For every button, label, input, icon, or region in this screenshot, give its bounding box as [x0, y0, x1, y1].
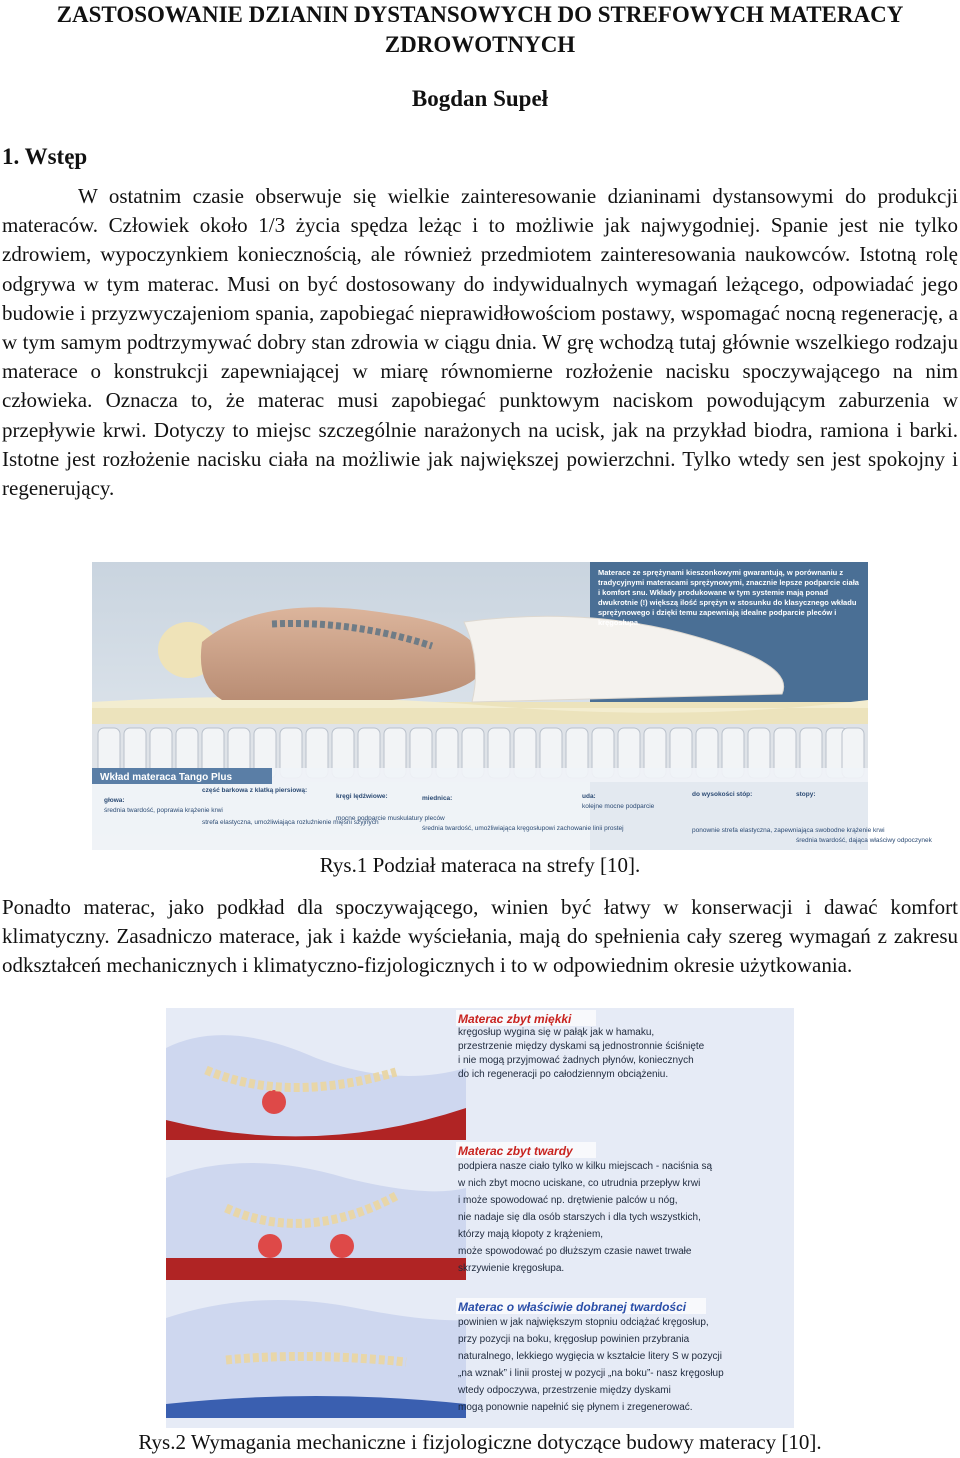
- mattress-label-title: Wkład materaca Tango Plus: [100, 772, 233, 783]
- author-name: Bogdan Supeł: [411, 86, 549, 111]
- zone-head: miednica:: [422, 795, 453, 802]
- panel-title-too-soft: Materac zbyt miękki: [458, 1012, 572, 1026]
- panel-title-right-firmness: Materac o właściwie dobranej twardości: [458, 1300, 687, 1314]
- panel-line: do ich regeneracji po całodziennym obciążeniu.: [458, 1069, 669, 1080]
- panel-line: i może spowodować np. drętwienie palców u nóg,: [458, 1195, 678, 1206]
- panel-line: w nich zbyt mocno uciskane, co utrudnia przepływ krwi: [458, 1178, 701, 1189]
- figure2-caption: Rys.2 Wymagania mechaniczne i fizjologiczne dotyczące budowy materacy [10].: [138, 1430, 822, 1454]
- zone-text: mocne podparcie muskulatury pleców: [336, 815, 445, 822]
- zone-head: stopy:: [796, 791, 816, 798]
- second-paragraph: Ponadto materac, jako podkład dla spoczywającego, winien być łatwy w konserwacji i dawać komfort klimatyczny. Zasadniczo materace, jak i każde wyściełania, mają do spełnienia cały szereg wymagań z zakresu odkształceń mechanicznych i klimatyczno-fizjologicznych i to w odpowiednim okresie użytkowania.: [2, 895, 958, 978]
- panel-line: przy pozycji na boku, kręgosłup powinien przybrania: [458, 1334, 690, 1345]
- panel-line: „na wznak” i linii prostej w pozycji „na boku”- nasz kręgosłup: [458, 1368, 724, 1379]
- zone-head: kręgi lędźwiowe:: [336, 793, 388, 800]
- document-title: ZASTOSOWANIE DZIANIN DYSTANSOWYCH DO STREFOWYCH MATERACY ZDROWOTNYCH: [56, 2, 904, 57]
- zone-text: strefa elastyczna, umożliwiająca rozluźnienie mięśni szyjnych: [202, 819, 379, 826]
- zone-head: część barkowa z klatką piersiową:: [202, 787, 308, 794]
- figure-mattress-requirements: [166, 1008, 794, 1428]
- panel-line: mogą ponownie napełnić się płynem i zregenerować.: [458, 1402, 693, 1413]
- intro-paragraph: W ostatnim czasie obserwuje się wielkie zainteresowanie dzianinami dystansowymi do produkcji materaców. Człowiek około 1/3 życia spędza leżąc i to możliwie jak najwygodniej. Spanie jest nie tylko zdrowiem, wypoczynkiem koniecznością, ale również przedmiotem zainteresowania naukowców. Istotną rolę odgrywa w tym materac. Musi on być dostosowany do indywidualnych wymagań leżącego, odpowiadać jego budowie i przyzwyczajeniom spania, zapobiegać nieprawidłowościom postawy, wspomagać nocną regenerację, a w tym samym podtrzymywać dobry stan zdrowia w ciągu dnia. W grę wchodzą tutaj głównie wszelkiego rodzaju materace o konstrukcji zapewniającej w miarę równomierne rozłożenie nacisku spoczywającego na nim człowieka. Oznacza to, że materac musi zapobiegać punktowym naciskom powodującym zaburzenia w przepływie krwi. Dotyczy to miejsc szczególnie narażonych na ucisk, jak na przykład biodra, ramiona i barki. Istotne jest rozłożenie nacisku ciała na możliwie jak największej powierzchni. Tylko wtedy sen jest spokojny i regenerujący.: [2, 184, 958, 501]
- zone-head: głowa:: [104, 797, 125, 804]
- panel-line: kręgosłup wygina się w pałąk jak w hamaku,: [458, 1027, 655, 1038]
- panel-line: nie nadaje się dla osób starszych i dla tych wszystkich,: [458, 1212, 701, 1223]
- panel-line: którzy mają kłopoty z krążeniem,: [458, 1229, 604, 1240]
- panel-line: i nie mogą przyjmować żadnych płynów, koniecznych: [458, 1055, 694, 1066]
- panel-line: przestrzenie między dyskami są jednostronnie ściśnięte: [458, 1041, 705, 1052]
- section-heading: 1. Wstęp: [2, 144, 88, 169]
- panel-line: może spowodować po dłuższym czasie nawet trwałe: [458, 1246, 692, 1257]
- zone-text: średnia twardość, umożliwiająca kręgosłupowi zachowanie linii prostej: [422, 825, 624, 832]
- zone-head: do wysokości stóp:: [692, 791, 753, 798]
- figure1-caption: Rys.1 Podział materaca na strefy [10].: [319, 853, 641, 877]
- panel-title-too-hard: Materac zbyt twardy: [458, 1144, 573, 1158]
- panel-line: skrzywienie kręgosłupa.: [458, 1263, 565, 1274]
- info-box-text: Materace ze sprężynami kieszonkowymi gwarantują, w porównaniu z tradycyjnymi materacami sprężynowymi, znacznie lepsze podparcie ciała i komfort snu. Wkłady produkowane w tym systemie mają ponad dwukrotnie (!) większą ilość sprężyn w stosunku do klasycznego wkładu sprężynowego i dzięki temu zapewniają idealne podparcie pleców i kręgosłupa.: [598, 568, 859, 627]
- zone-text: średnia twardość, dająca właściwy odpoczynek: [796, 837, 932, 844]
- figure-mattress-zones: [92, 562, 932, 850]
- zone-head: uda:: [582, 793, 596, 800]
- panel-line: podpiera nasze ciało tylko w kilku miejscach - naciśnia są: [458, 1161, 713, 1172]
- panel-line: powinien w jak największym stopniu odciążać kręgosłup,: [458, 1317, 709, 1328]
- zone-text: ponownie strefa elastyczna, zapewniająca swobodne krążenie krwi: [692, 827, 885, 834]
- zone-text: kolejne mocne podparcie: [582, 803, 655, 810]
- zone-text: średnia twardość, poprawia krążenie krwi: [104, 807, 223, 814]
- panel-line: wtedy odpoczywa, przestrzenie między dyskami: [458, 1385, 671, 1396]
- panel-line: naturalnego, lekkiego wygięcia w kształcie litery S w pozycji: [458, 1351, 723, 1362]
